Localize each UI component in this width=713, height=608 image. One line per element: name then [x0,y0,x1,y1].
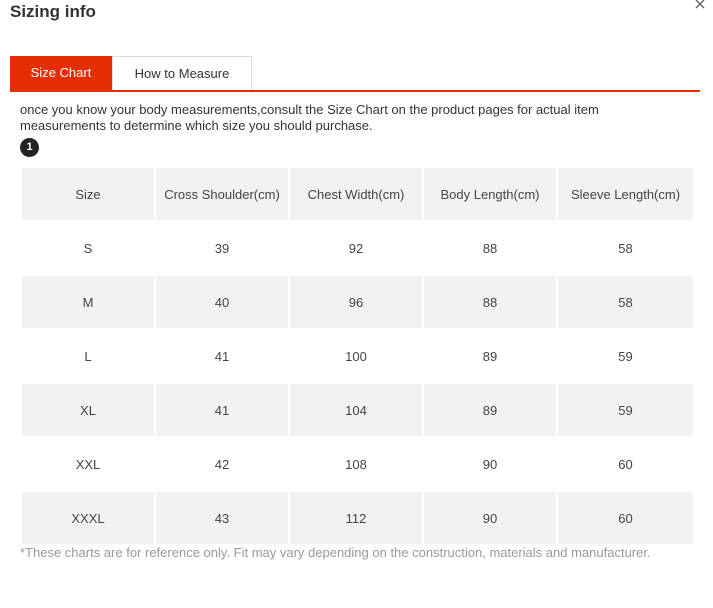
cell-sleeve-length: 59 [618,348,633,364]
tab-bar [10,56,700,92]
cell-size: L [84,348,92,364]
cell-chest-width: 96 [290,276,422,328]
step-number-badge: 1 [20,138,39,157]
table-row [22,384,693,436]
header-chest-width: Chest Width(cm) [290,168,422,220]
cell-cross-shoulder: 40 [156,276,288,328]
cell-cross-shoulder: 41 [156,384,288,436]
tab-how-to-measure[interactable]: How to Measure [112,56,252,90]
cell-cross-shoulder: 43 [156,492,288,544]
cell-sleeve-length: 60 [618,456,633,472]
cell-size: XXL [75,456,101,472]
header-body-length: Body Length(cm) [424,168,556,220]
cell-chest-width: 100 [345,348,367,364]
cell-chest-width: 92 [348,240,364,256]
cell-body-length: 90 [424,492,556,544]
cell-cross-shoulder: 42 [214,456,230,472]
cell-sleeve-length: 58 [618,240,633,256]
instructions-text: once you know your body measurements,consult the Size Chart on the product pages for actual item measurements to determine which size you should purchase. [20,102,599,133]
cell-body-length: 88 [482,240,498,256]
header-sleeve-length: Sleeve Length(cm) [558,168,693,220]
reference-disclaimer: *These charts are for reference only. Fit may vary depending on the construction, materials and manufacturer. [20,545,651,560]
cell-sleeve-length: 59 [558,384,693,436]
cell-sleeve-length: 58 [558,276,693,328]
header-size: Size [22,168,154,220]
cell-size: S [83,240,93,256]
cell-cross-shoulder: 41 [214,348,230,364]
cell-size: M [22,276,154,328]
cell-body-length: 90 [482,456,498,472]
size-chart-table [20,166,695,546]
table-header-row [22,168,693,220]
cell-body-length: 89 [482,348,498,364]
cell-sleeve-length: 60 [558,492,693,544]
cell-chest-width: 104 [290,384,422,436]
cell-cross-shoulder: 39 [214,240,230,256]
cell-body-length: 88 [424,276,556,328]
cell-chest-width: 108 [345,456,367,472]
cell-chest-width: 112 [290,492,422,544]
cell-size: XL [22,384,154,436]
tab-size-chart[interactable]: Size Chart [10,56,112,90]
table-row [22,276,693,328]
dialog-title: Sizing info [10,2,96,21]
table-row [22,222,693,274]
header-cross-shoulder: Cross Shoulder(cm) [156,168,288,220]
table-row [22,438,693,490]
cell-body-length: 89 [424,384,556,436]
table-row [22,492,693,544]
close-icon[interactable] [693,0,709,13]
cell-size: XXXL [22,492,154,544]
table-row [22,330,693,382]
